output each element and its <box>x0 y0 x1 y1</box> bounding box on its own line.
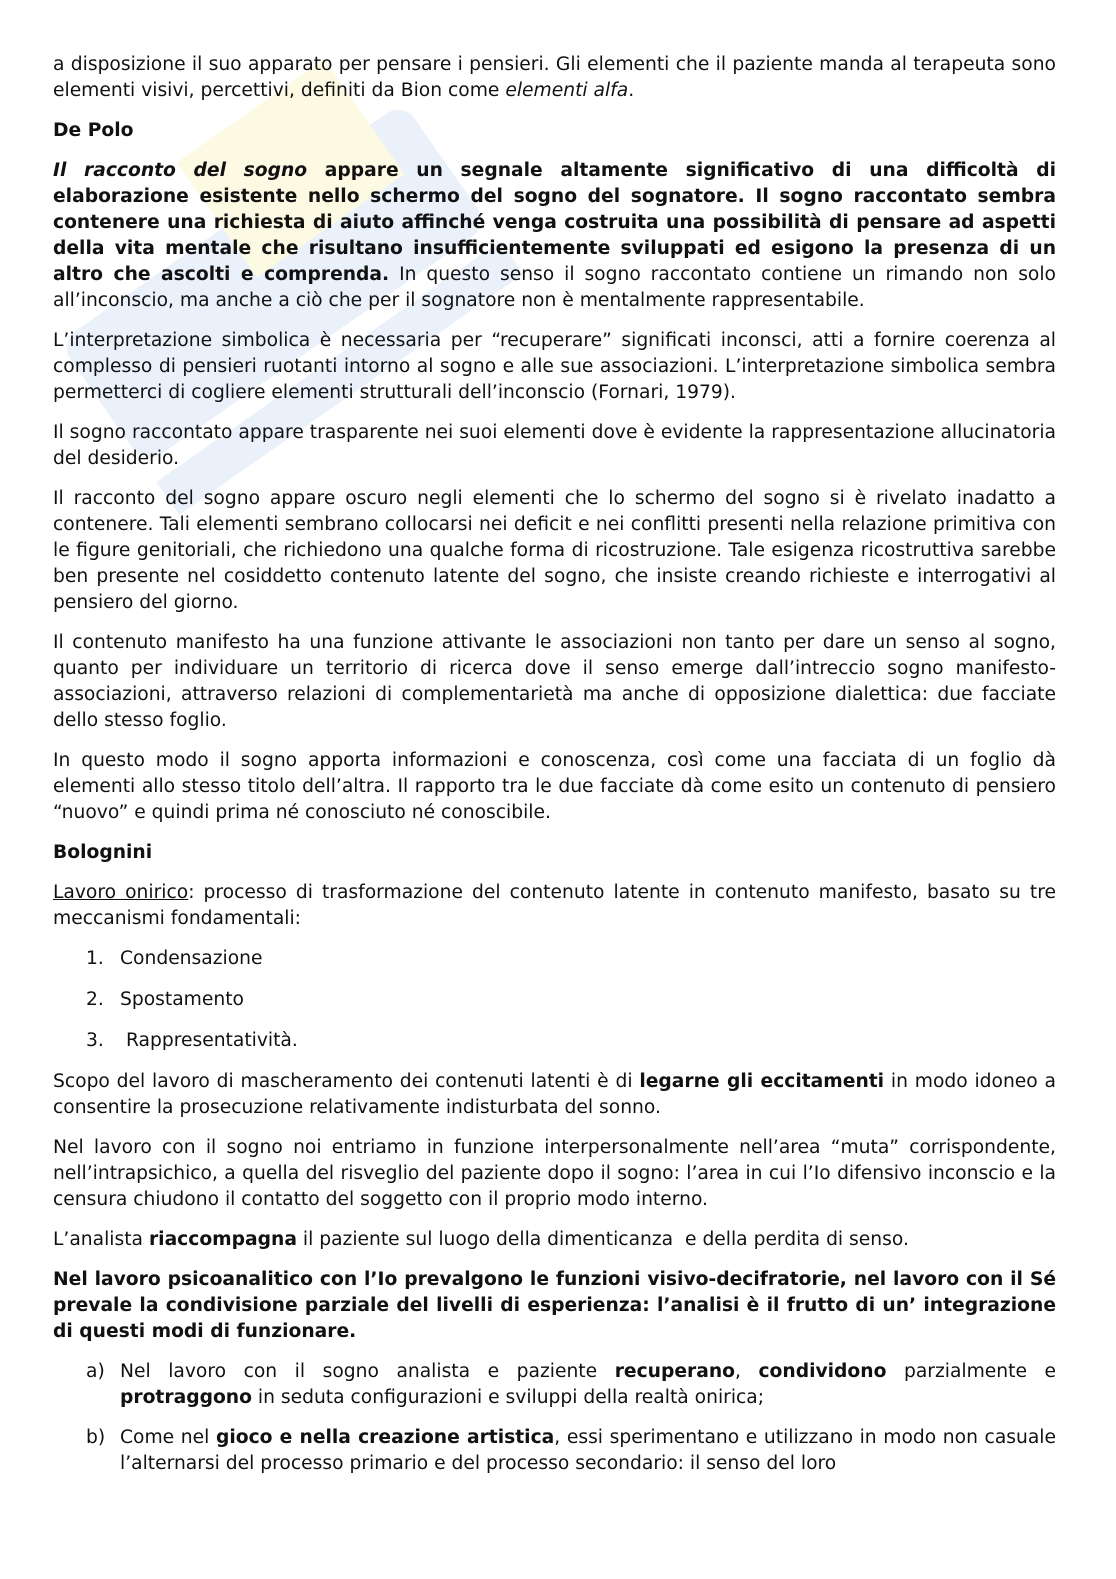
text-run: Come nel <box>120 1427 216 1448</box>
list-number: 3. <box>86 1030 104 1051</box>
paragraph-contenuto-manifesto: Il contenuto manifesto ha una funzione attivante le associazioni non tanto per dare un senso al sogno, quanto per individuare un territorio di ricerca dove il senso emerge dall’intreccio sogno manifesto-associazioni, attraverso relazioni di complementarietà ma anche di opposizione dialettica: due facciate dello stesso foglio. <box>53 632 1056 731</box>
text-run: in seduta configurazioni e sviluppi della realtà onirica; <box>251 1387 765 1408</box>
list-text: Rappresentatività. <box>120 1030 298 1051</box>
underline-lavoro-onirico: Lavoro onirico <box>53 882 189 903</box>
list-item <box>53 1028 1056 1054</box>
alpha-list <box>53 1359 1056 1477</box>
text-run: Scopo del lavoro di mascheramento dei contenuti latenti è di <box>53 1071 640 1092</box>
paragraph-area-muta: Nel lavoro con il sogno noi entriamo in funzione interpersonalmente nell’area “muta” corrispondente, nell’intrapsichico, a quella del risveglio del paziente dopo il sogno: l’area in cui l’Io difensivo inconscio e la censura chiudono il contatto del soggetto con il proprio modo interno. <box>53 1137 1056 1210</box>
list-item <box>53 946 1056 972</box>
bold-run: legarne gli eccitamenti <box>639 1071 885 1092</box>
heading-de-polo: De Polo <box>53 120 134 141</box>
list-number: 2. <box>86 989 104 1010</box>
text-run: L’analista <box>53 1229 149 1250</box>
list-text <box>120 1425 1056 1477</box>
emphasis-racconto: Il racconto del sogno <box>53 160 308 181</box>
bold-run: gioco e nella creazione artistica <box>215 1427 555 1448</box>
list-letter: a) <box>86 1361 105 1382</box>
bold-run: appare un segnale altamente significativo di una difficoltà di elaborazione esistente nello schermo del sogno del sognatore. Il sogno raccontato sembra contenere una richiesta di aiuto affinché venga costruita una possibilità di pensare ad aspetti della vita mentale che risultano insufficientemente sviluppati ed esigono la presenza di un altro che ascolti e comprenda. <box>53 160 1056 285</box>
mechanisms-list <box>53 946 1056 1054</box>
heading-bolognini: Bolognini <box>53 842 153 863</box>
list-number: 1. <box>86 948 104 969</box>
paragraph-racconto-sogno <box>53 158 1056 314</box>
text-run: , essi sperimentano e utilizzano in modo non casuale l’alternarsi del processo primario e del processo secondario: il senso del loro <box>120 1427 1056 1474</box>
text-run: Nel lavoro con il sogno analista e paziente <box>120 1361 615 1382</box>
list-item <box>53 1359 1056 1411</box>
paragraph-interpretazione: L’interpretazione simbolica è necessaria per “recuperare” significati inconsci, atti a fornire coerenza al complesso di pensieri ruotanti intorno al sogno e alle sue associazioni. L’interpretazione simbolica sembra permetterci di cogliere elementi strutturali dell’inconscio (Fornari, 1979). <box>53 330 1056 403</box>
list-text: Spostamento <box>120 989 244 1010</box>
text-run: In questo senso il sogno raccontato contiene un rimando non solo all’inconscio, ma anche a ciò che per il sognatore non è mentalmente rappresentabile. <box>53 264 1056 311</box>
list-item <box>53 987 1056 1013</box>
paragraph-riaccompagna <box>53 1227 1056 1253</box>
paragraph-trasparente: Il sogno raccontato appare trasparente nei suoi elementi dove è evidente la rappresentazione allucinatoria del desiderio. <box>53 422 1056 469</box>
text-run: parzialmente e <box>886 1361 1057 1382</box>
paragraph-facciate: In questo modo il sogno apporta informazioni e conoscenza, così come una facciata di un foglio dà elementi allo stesso titolo dell’altra. Il rapporto tra le due facciate dà come esito un contenuto di pensiero “nuovo” e quindi prima né conosciuto né conoscibile. <box>53 750 1056 823</box>
paragraph-io-se <box>53 1267 1056 1345</box>
list-item <box>53 1425 1056 1477</box>
text-run: : processo di trasformazione del contenuto latente in contenuto manifesto, basato su tre meccanismi fondamentali: <box>53 882 1057 929</box>
list-text <box>120 1359 1056 1411</box>
text-run: a disposizione il suo apparato per pensare i pensieri. Gli elementi che il paziente manda al terapeuta sono elementi visivi, percettivi, definiti da Bion come <box>53 54 1056 101</box>
text-run: in modo idoneo a consentire la prosecuzione relativamente indisturbata del sonno. <box>53 1071 1056 1118</box>
emphasis-elementi-alfa: elementi alfa <box>505 80 629 101</box>
list-text: Condensazione <box>120 948 263 969</box>
paragraph-scopo <box>53 1069 1056 1121</box>
text-run: , <box>734 1361 759 1382</box>
bold-run: condividono <box>758 1361 887 1382</box>
text-run: . <box>628 80 635 101</box>
bold-run: recuperano <box>614 1361 735 1382</box>
bold-run: riaccompagna <box>148 1229 297 1250</box>
text-run: il paziente sul luogo della dimenticanza e della perdita di senso. <box>296 1229 909 1250</box>
bold-run: Nel lavoro psicoanalitico con l’Io prevalgono le funzioni visivo-decifratorie, nel lavoro con il Sé prevale la condivisione parziale del livelli di esperienza: l’analisi è il frutto di un’ integrazione di questi modi di funzionare. <box>53 1269 1056 1342</box>
bold-run: protraggono <box>120 1387 252 1408</box>
paragraph-bion <box>53 52 1056 104</box>
paragraph-lavoro-onirico <box>53 880 1056 932</box>
list-letter: b) <box>86 1427 106 1448</box>
paragraph-oscuro: Il racconto del sogno appare oscuro negli elementi che lo schermo del sogno si è rivelato inadatto a contenere. Tali elementi sembrano collocarsi nei deficit e nei conflitti presenti nella relazione primitiva con le figure genitoriali, che richiedono una qualche forma di ricostruzione. Tale esigenza ricostruttiva sarebbe ben presente nel cosiddetto contenuto latente del sogno, che insiste creando richieste e interrogativi al pensiero del giorno. <box>53 488 1056 613</box>
document-page <box>53 52 1056 1491</box>
